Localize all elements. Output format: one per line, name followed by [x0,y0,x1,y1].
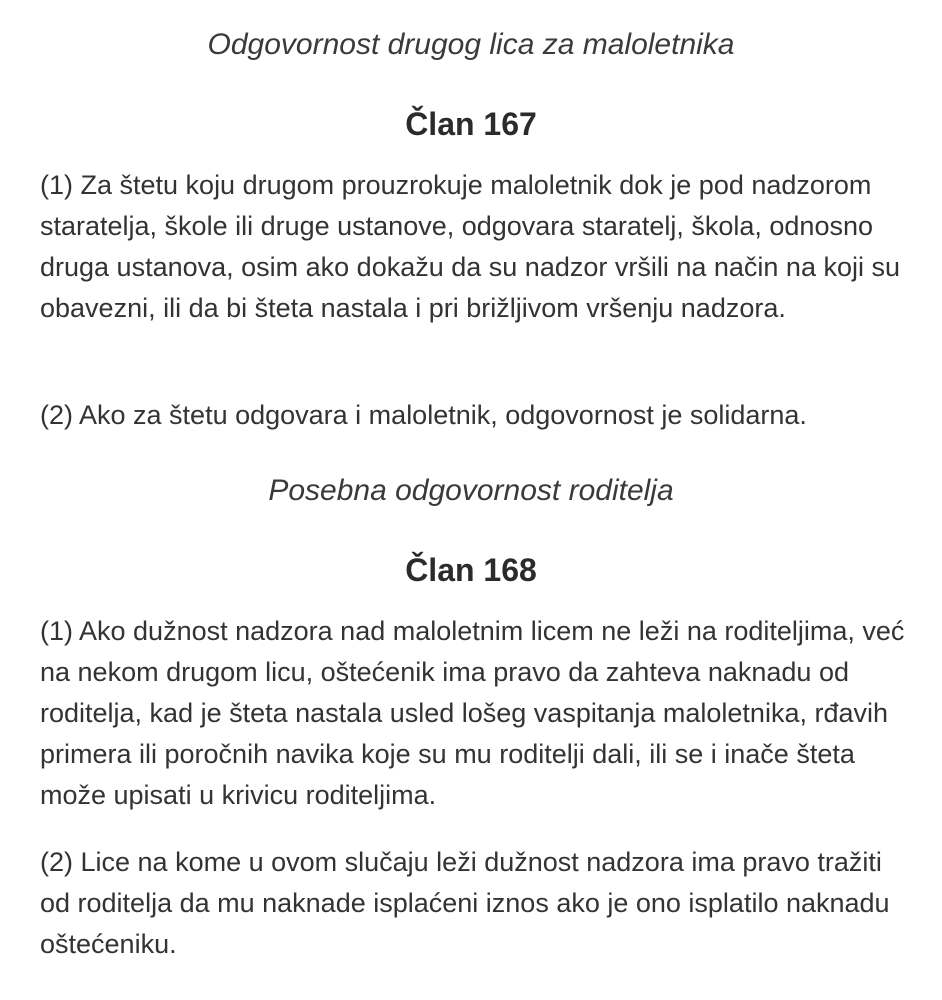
article-167-paragraph-1: (1) Za štetu koju drugom prouzrokuje maloletnik dok je pod nadzorom staratelja, škole ili druge ustanove, odgovara staratelj, škola, odnosno druga ustanova, osim ako dokažu da su nadzor vršili na način na koji su obavezni, ili da bi šteta nastala i pri brižljivom vršenju nadzora. [40,170,900,323]
section-title-1: Odgovornost drugog lica za maloletnika [207,28,735,61]
article-heading-167: Član 167 [405,106,537,142]
article-167-paragraph-2: (2) Ako za štetu odgovara i maloletnik, odgovornost je solidarna. [40,400,807,430]
section-title-2: Posebna odgovornost roditelja [268,474,674,507]
article-168-paragraph-1: (1) Ako dužnost nadzora nad maloletnim licem ne leži na roditeljima, već na nekom drugom licu, oštećenik ima pravo da zahteva naknadu od roditelja, kad je šteta nastala usled lošeg vaspitanja maloletnika, rđavih primera ili poročnih navika koje su mu roditelji dali, ili se i inače šteta može upisati u krivicu roditeljima. [40,616,905,810]
article-168-paragraph-2: (2) Lice na kome u ovom slučaju leži dužnost nadzora ima pravo tražiti od roditelja da mu naknade isplaćeni iznos ako je ono isplatilo naknadu oštećeniku. [40,847,890,959]
article-heading-168: Član 168 [405,552,537,588]
